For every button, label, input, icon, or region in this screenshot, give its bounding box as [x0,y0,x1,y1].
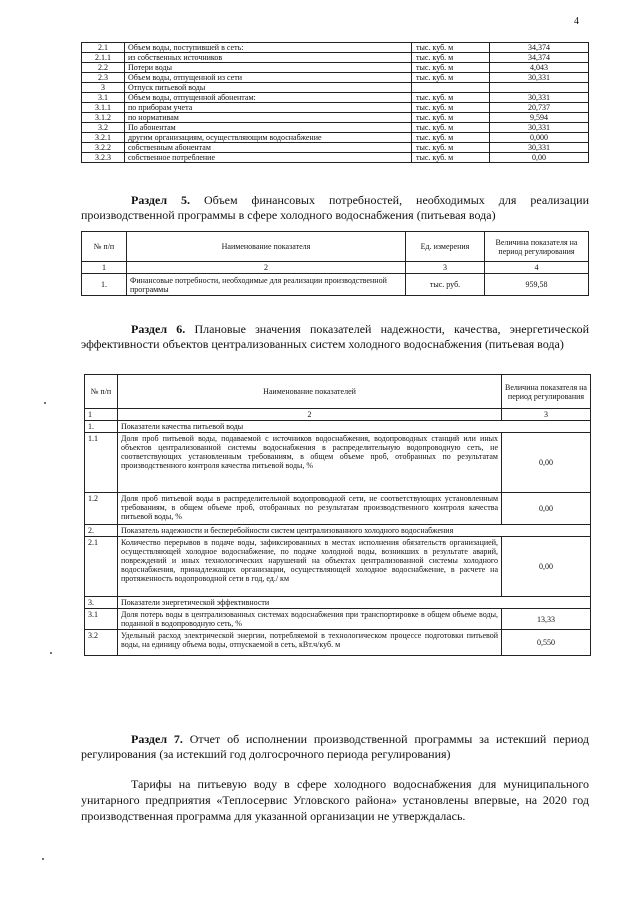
row-value [490,83,589,93]
row-name: по нормативам [125,113,412,123]
reliability-indicators-table [84,374,591,656]
t3-header-name: Наименование показателей [118,375,502,409]
row-num: 2.1.1 [82,53,125,63]
row-name: Доля потерь воды в централизованных системах водоснабжения при транспортировке в общем объеме воды, поданной в водопроводную сеть, % [118,609,502,630]
row-name: Показатели энергетической эффективности [118,597,591,609]
row-num: 3.2 [82,123,125,133]
table-row [82,143,589,153]
t2-header-num: № п/п [82,232,127,262]
t2-row-value: 959,58 [485,274,589,296]
row-num: 3.2.2 [82,143,125,153]
row-name: собственное потребление [125,153,412,163]
row-unit: тыс. куб. м [412,153,490,163]
row-name: из собственных источников [125,53,412,63]
row-value: 0,00 [502,433,591,493]
table-row [82,43,589,53]
section6-title: Плановые значения показателей надежности, качества, энергетической эффективности объектов централизованных систем холодного водоснабжения (питьевая вода) [81,322,589,351]
t3-index-1: 1 [85,409,118,421]
row-name: По абонентам [125,123,412,133]
table-row [82,113,589,123]
table-row [82,133,589,143]
closing-paragraph: Тарифы на питьевую воду в сфере холодного водоснабжения для муниципального унитарного предприятия «Теплосервис Угловского района» установлены впервые, на 2020 год производственная программа для указанной организации не утверждалась. [81,777,589,823]
row-name: Объем воды, поступившей в сеть: [125,43,412,53]
table-row [82,73,589,83]
section7-heading [81,732,589,762]
row-name: Объем воды, отпущенной из сети [125,73,412,83]
t2-index-1: 1 [82,262,127,274]
row-name: по приборам учета [125,103,412,113]
row-name: Объем воды, отпущенной абонентам: [125,93,412,103]
section5-label: Раздел 5. [131,193,191,207]
row-unit: тыс. куб. м [412,73,490,83]
row-value: 34,374 [490,53,589,63]
row-unit: тыс. куб. м [412,133,490,143]
t3-index-2: 2 [118,409,502,421]
row-name: Доля проб питьевой воды, подаваемой с источников водоснабжения, водопроводных станций или иных объектов централизованной системы водоснабжения в распределительную водопроводную сеть, не соответствующих установленным требованиям, в общем объеме проб, отобранных по результатам производственного контроля качества питьевой воды, % [118,433,502,493]
row-value: 20,737 [490,103,589,113]
row-num: 2.2 [82,63,125,73]
section7-title: Отчет об исполнении производственной программы за истекший период регулирования (за истекший год долгосрочного периода регулирования) [81,732,589,761]
row-value: 4,043 [490,63,589,73]
row-num: 3.2 [85,630,118,656]
page-number: 4 [574,16,579,27]
row-num: 2. [85,525,118,537]
t2-row-unit: тыс. руб. [406,274,485,296]
section5-title: Объем финансовых потребностей, необходимых для реализации производственной программы в сфере холодного водоснабжения (питьевая вода) [81,193,589,222]
row-name: собственным абонентам [125,143,412,153]
row-name: Удельный расход электрической энергии, потребляемой в технологическом процессе подготовки питьевой воды, на единицу объема воды, отпускаемой в сеть, кВт.ч/куб. м [118,630,502,656]
row-value: 0,00 [490,153,589,163]
table-row [82,153,589,163]
row-num: 1.2 [85,493,118,525]
row-num: 3.1.2 [82,113,125,123]
table-row [82,63,589,73]
row-name: Доля проб питьевой воды в распределительной водопроводной сети, не соответствующих установленным требованиям, в общем объеме проб, отобранных по результатам производственного контроля качества питьевой воды, % [118,493,502,525]
t2-row-num: 1. [82,274,127,296]
row-unit: тыс. куб. м [412,63,490,73]
table-row [82,103,589,113]
row-num: 1.1 [85,433,118,493]
t2-index-2: 2 [127,262,406,274]
table-row [85,433,591,493]
row-value: 0,550 [502,630,591,656]
table-row [85,597,591,609]
table-row [82,93,589,103]
t3-header-num: № п/п [85,375,118,409]
table-row [85,630,591,656]
row-num: 3.1 [85,609,118,630]
table-row [82,123,589,133]
row-value: 30,331 [490,143,589,153]
row-num: 3.1 [82,93,125,103]
t2-row-name: Финансовые потребности, необходимые для реализации производственной программы [127,274,406,296]
row-value: 9,594 [490,113,589,123]
row-value: 0,00 [502,537,591,597]
row-num: 3 [82,83,125,93]
row-num: 3.2.1 [82,133,125,143]
t2-index-4: 4 [485,262,589,274]
row-value: 30,331 [490,73,589,83]
section6-label: Раздел 6. [131,322,186,336]
table-row [85,421,591,433]
row-num: 2.3 [82,73,125,83]
t2-header-name: Наименование показателя [127,232,406,262]
section7-label: Раздел 7. [131,732,183,746]
scan-speck [42,858,44,860]
row-name: Потери воды [125,63,412,73]
row-unit: тыс. куб. м [412,113,490,123]
row-value: 30,331 [490,93,589,103]
row-name: Отпуск питьевой воды [125,83,412,93]
row-name: Показатель надежности и бесперебойности систем централизованного холодного водоснабжения [118,525,591,537]
row-unit: тыс. куб. м [412,103,490,113]
table-row [85,537,591,597]
row-unit: тыс. куб. м [412,123,490,133]
row-num: 3.2.3 [82,153,125,163]
scan-speck [50,652,52,654]
row-name: Количество перерывов в подаче воды, зафиксированных в местах исполнения обязательств организацией, осуществляющей холодное водоснабжение, по подаче холодной воды, возникших в результате аварий, повреждений и иных технологических нарушений на объектах централизованной системы холодного водоснабжения, принадлежащих организации, осуществляющей холодное водоснабжение, в расчете на протяженность водопроводной сети в год, ед./ км [118,537,502,597]
row-value: 0,00 [502,493,591,525]
table-row [85,609,591,630]
t2-header-unit: Ед. измерения [406,232,485,262]
row-unit: тыс. куб. м [412,43,490,53]
table-row [82,83,589,93]
row-value: 30,331 [490,123,589,133]
row-num: 3. [85,597,118,609]
row-unit [412,83,490,93]
row-num: 2.1 [85,537,118,597]
row-value: 34,374 [490,43,589,53]
t3-index-3: 3 [502,409,591,421]
row-num: 3.1.1 [82,103,125,113]
row-name: Показатели качества питьевой воды [118,421,591,433]
section5-heading [81,193,589,223]
row-name: другим организациям, осуществляющим водоснабжение [125,133,412,143]
t2-index-3: 3 [406,262,485,274]
row-unit: тыс. куб. м [412,93,490,103]
financial-needs-table [81,231,589,296]
section6-heading [81,322,589,352]
row-unit: тыс. куб. м [412,143,490,153]
t2-header-value: Величина показателя на период регулирования [485,232,589,262]
row-value: 13,33 [502,609,591,630]
row-value: 0,000 [490,133,589,143]
row-unit: тыс. куб. м [412,53,490,63]
table-row [85,525,591,537]
t3-header-value: Величина показателя на период регулирования [502,375,591,409]
row-num: 2.1 [82,43,125,53]
water-balance-table [81,42,589,163]
row-num: 1. [85,421,118,433]
scan-speck [44,402,46,404]
table-row [82,53,589,63]
table-row [85,493,591,525]
